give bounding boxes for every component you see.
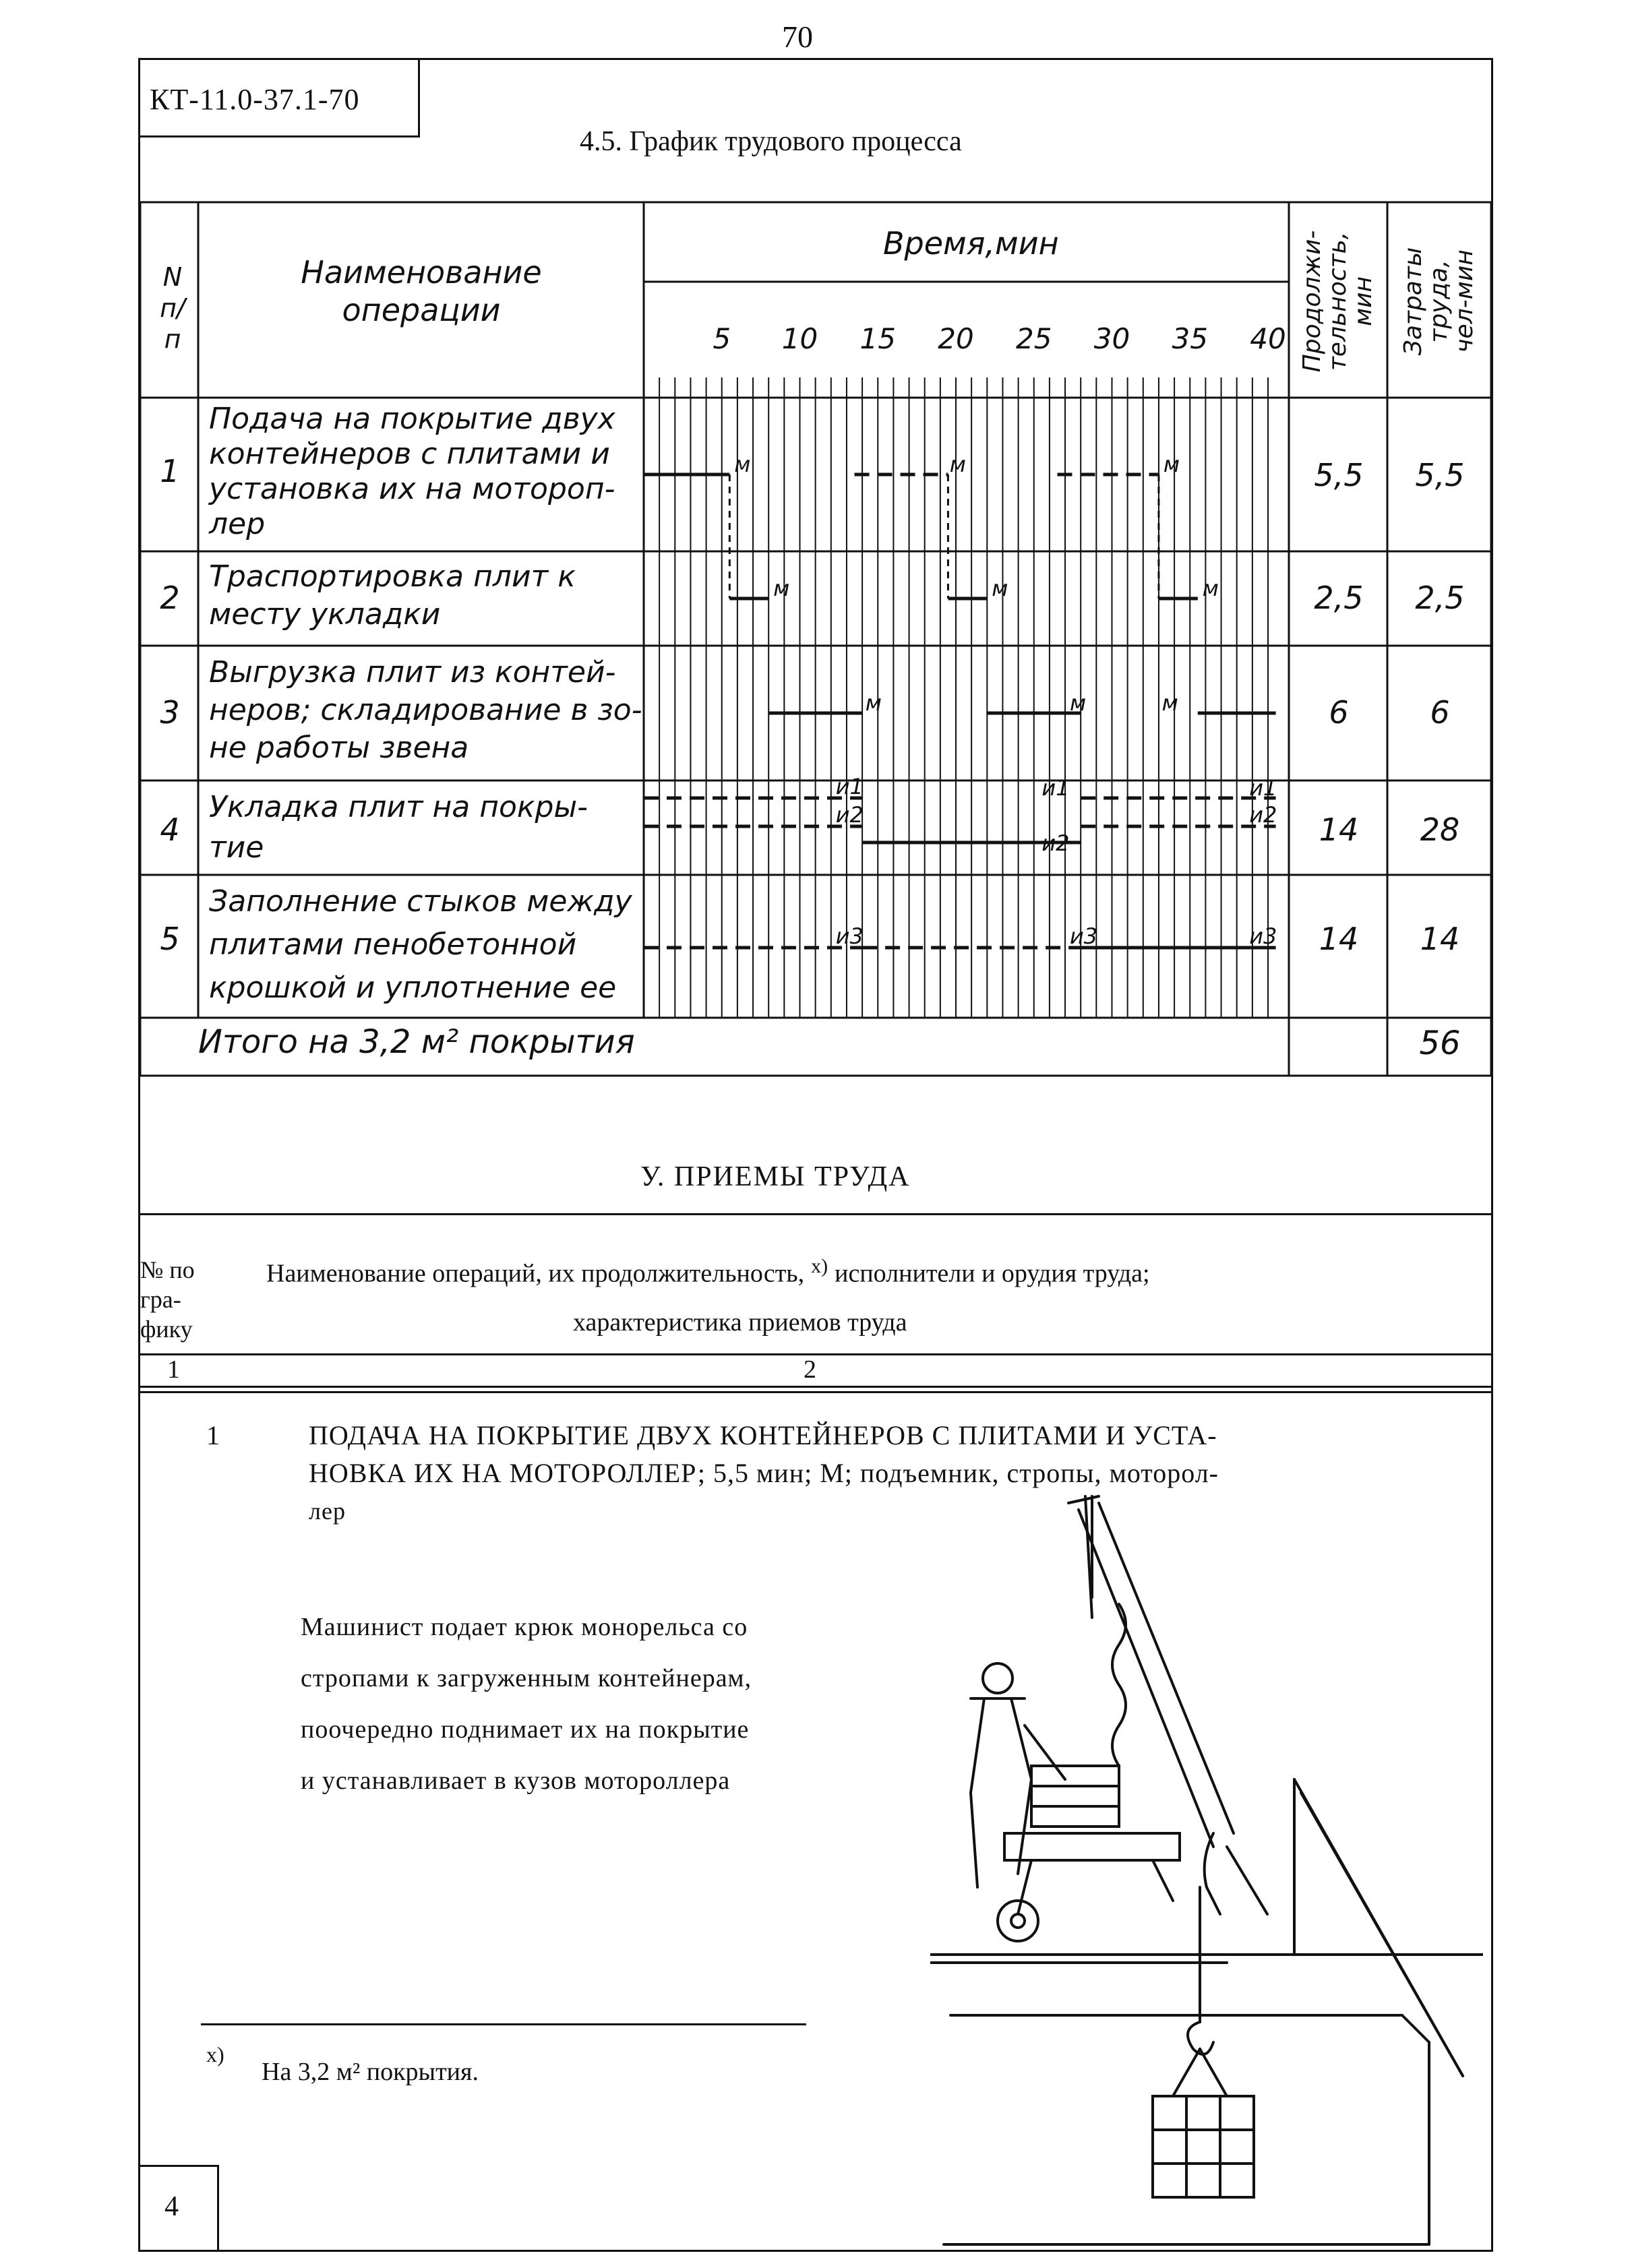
col-number-header [152, 262, 193, 355]
operation-line: тие [209, 830, 264, 865]
row-number: 5 [160, 921, 180, 957]
worker-label: м [992, 576, 1008, 601]
total-label: Итого на 3,2 м² покрытия [198, 1023, 635, 1061]
description-line: Машинист подает крюк монорельса со [301, 1613, 748, 1641]
row-number: 4 [160, 811, 180, 848]
col-op-number-header-line3: фику [140, 1316, 193, 1343]
labor-value: 6 [1430, 694, 1450, 731]
operation-line: контейнеров с плитами и [209, 437, 610, 471]
crane-illustration [930, 1483, 1483, 2251]
operation-line: плитами пенобетонной [209, 927, 577, 962]
operation-number: 1 [206, 1420, 220, 1450]
duration-value: 6 [1329, 694, 1349, 731]
col-operation-header [202, 253, 640, 329]
worker-label: м [1069, 690, 1087, 716]
operation-title-line3: лер [309, 1498, 346, 1525]
worker-label: м [865, 690, 882, 716]
col-duration-header-line3: мин [1350, 276, 1377, 327]
time-tick-label: 35 [1172, 322, 1208, 355]
operation-line: лер [209, 507, 266, 541]
col-header-text: Наименование операций, их продолжительность, [266, 1259, 805, 1288]
time-tick-label: 30 [1093, 322, 1130, 355]
labor-value: 2,5 [1415, 580, 1465, 616]
time-tick-label: 5 [713, 322, 731, 355]
operation-line: Выгрузка плит из контей- [209, 655, 616, 689]
time-tick-label: 10 [781, 322, 818, 355]
operation-description [301, 1601, 752, 1806]
labor-value: 5,5 [1415, 457, 1465, 493]
operation-title-line2: НОВКА ИХ НА МОТОРОЛЛЕР; 5,5 мин; М; подъемник, стропы, моторол- [309, 1458, 1219, 1488]
worker-label: м [1163, 452, 1180, 477]
time-tick-label: 20 [938, 322, 974, 355]
worker-label: и2 [835, 802, 864, 828]
col-operation-header-line1: Наименование [301, 254, 542, 290]
col-labor-header-line3: чел-мин [1451, 249, 1478, 353]
total-value: 56 [1419, 1024, 1461, 1062]
operation-line: установка их на мотороп- [209, 472, 615, 506]
col-op-number-header-line2: гра- [140, 1286, 181, 1313]
duration-value: 14 [1319, 811, 1359, 848]
operation-name [209, 402, 615, 542]
worker-label: и2 [1041, 830, 1070, 856]
col-labor-header-line1: Затраты [1399, 247, 1427, 356]
worker-label: и3 [1069, 923, 1098, 949]
operation-name [209, 558, 576, 634]
operation-line: Траспортировка плит к [209, 559, 576, 594]
operation-name [209, 787, 588, 868]
col-labor-header [1391, 210, 1487, 392]
col-time-header: Время,мин [883, 225, 1059, 262]
worker-label: м [1202, 576, 1219, 601]
duration-value: 14 [1319, 921, 1359, 957]
operation-line: месту укладки [209, 597, 441, 632]
bottom-box-top [138, 2165, 219, 2167]
divider [138, 1213, 1493, 1215]
footnote-rule [201, 2023, 806, 2025]
worker-label: и1 [1041, 775, 1070, 801]
worker-label: м [1161, 690, 1178, 716]
labor-value: 28 [1420, 811, 1460, 848]
time-tick-label: 25 [1016, 322, 1052, 355]
column-number-2: 2 [804, 1355, 816, 1384]
worker-label: и3 [835, 923, 864, 949]
operation-name [209, 654, 642, 767]
row-number: 2 [160, 580, 180, 616]
worker-label: м [949, 452, 966, 477]
operation-name [209, 880, 632, 1010]
labor-value: 14 [1420, 921, 1460, 957]
col-number-header-line1: N [162, 262, 183, 292]
duration-value: 2,5 [1314, 580, 1364, 616]
worker-label: м [773, 576, 790, 601]
divider [138, 1386, 1493, 1388]
divider [138, 1391, 1493, 1393]
description-line: стропами к загруженным контейнерам, [301, 1664, 752, 1692]
section-v-title: У. ПРИЕМЫ ТРУДА [640, 1161, 911, 1192]
section-title: 4.5. График трудового процесса [580, 126, 962, 157]
time-tick-label: 15 [859, 322, 896, 355]
doc-code: КТ-11.0-37.1-70 [150, 83, 360, 116]
operation-line: Подача на покрытие двух [209, 402, 615, 436]
worker-label: и2 [1249, 802, 1277, 828]
operation-line: неров; складирование в зо- [209, 693, 642, 727]
worker-label: и1 [1249, 775, 1277, 801]
col-operation-header-line2: операции [342, 292, 501, 328]
col-op-number-header [140, 1255, 195, 1344]
description-line: поочередно поднимает их на покрытие [301, 1715, 750, 1744]
page-number: 70 [782, 20, 813, 54]
footnote-marker: х) [811, 1255, 828, 1277]
operation-line: Укладка плит на покры- [209, 790, 588, 824]
col-duration-header-line2: тельность, [1324, 231, 1352, 371]
col-labor-header-line2: труда, [1425, 259, 1453, 343]
col-duration-header [1294, 210, 1383, 392]
worker-label: м [734, 452, 751, 477]
footnote-text: На 3,2 м² покрытия. [262, 2058, 479, 2086]
col-op-number-header-line1: № по [140, 1256, 195, 1283]
description-line: и устанавливает в кузов мотороллера [301, 1767, 731, 1795]
col-duration-header-line1: Продолжи- [1298, 230, 1326, 373]
row-number: 1 [160, 453, 180, 489]
col-header-text-cont: исполнители и орудия труда; [835, 1259, 1150, 1288]
col-op-description-header-line2: характеристика приемов труда [573, 1308, 907, 1337]
bottom-box-side [217, 2165, 219, 2252]
operation-line: крошкой и уплотнение ее [209, 971, 617, 1005]
col-number-header-line2: п/п [160, 293, 185, 354]
operation-line: не работы звена [209, 731, 469, 765]
column-number-1: 1 [167, 1355, 180, 1384]
operation-title-line1: ПОДАЧА НА ПОКРЫТИЕ ДВУХ КОНТЕЙНЕРОВ С ПЛИТАМИ И УСТА- [309, 1420, 1217, 1450]
duration-value: 5,5 [1314, 457, 1364, 493]
worker-label: и3 [1249, 923, 1277, 949]
bottom-box-number: 4 [164, 2191, 179, 2222]
operation-line: Заполнение стыков между [209, 884, 632, 919]
col-op-description-header [266, 1255, 1150, 1289]
worker-label: и1 [835, 774, 864, 799]
footnote-marker-bottom: х) [206, 2042, 224, 2066]
time-tick-label: 40 [1250, 322, 1286, 355]
row-number: 3 [160, 694, 180, 731]
